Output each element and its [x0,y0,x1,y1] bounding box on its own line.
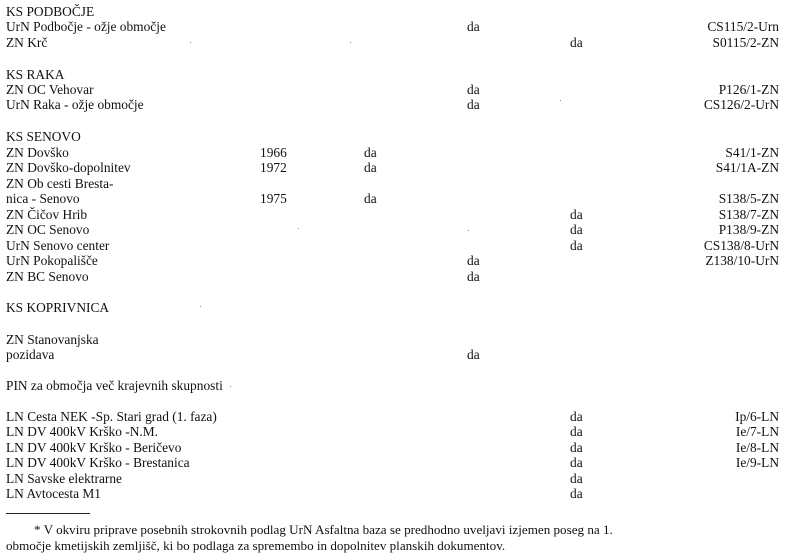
da-mark: da [467,269,480,284]
plan-name: LN DV 400kV Krško - Beričevo [6,440,182,455]
section-heading: KS SENOVO [6,129,81,144]
da-mark: da [467,253,480,268]
plan-code: CS126/2-UrN [703,97,779,112]
plan-code: CS115/2-Urn [707,19,779,34]
plan-name-continued: nica - Senovo [6,191,80,206]
footnote-text: * V okviru priprave posebnih strokovnih podlag UrN Asfaltna baza se predhodno uveljavi izjemen poseg na 1. [34,522,613,537]
scan-speck [560,100,561,101]
plan-code: Ie/9-LN [735,455,779,470]
da-mark: da [570,440,583,455]
plan-name: LN DV 400kV Krško -N.M. [6,424,159,439]
plan-code: S41/1A-ZN [715,160,779,175]
da-mark: da [364,160,377,175]
plan-name: UrN Podbočje - ožje območje [6,19,166,34]
plan-name: ZN Ob cesti Bresta- [6,176,114,191]
plan-name: LN DV 400kV Krško - Brestanica [6,455,190,470]
plan-name: ZN Stanovanjska [6,332,99,347]
section-heading: KS PODBOČJE [6,4,95,19]
plan-code: S138/7-ZN [718,207,779,222]
scan-speck [200,306,201,307]
da-mark: da [364,191,377,206]
plan-name: LN Avtocesta M1 [6,486,101,501]
plan-code: Z138/10-UrN [705,253,779,268]
plan-name: ZN Krč [6,35,48,50]
plan-name: LN Savske elektrarne [6,471,123,486]
plan-code: S0115/2-ZN [712,35,779,50]
scan-speck [468,230,469,231]
plan-name: ZN Dovško-dopolnitev [6,160,131,175]
da-mark: da [570,222,583,237]
plan-name: LN Cesta NEK -Sp. Stari grad (1. faza) [6,409,217,424]
da-mark: da [570,424,583,439]
plan-code: P138/9-ZN [718,222,779,237]
plan-name: UrN Pokopališče [6,253,98,268]
section-heading: KS KOPRIVNICA [6,300,110,315]
plan-name: UrN Senovo center [6,238,110,253]
da-mark: da [570,409,583,424]
scan-speck [230,386,231,387]
plan-code: CS138/8-UrN [703,238,779,253]
scan-speck [350,42,351,43]
da-mark: da [570,238,583,253]
plan-code: Ie/8-LN [735,440,779,455]
plan-year: 1966 [260,145,287,160]
scan-speck [298,228,299,229]
scan-speck [190,42,191,43]
plan-name: UrN Raka - ožje območje [6,97,144,112]
section-heading: PIN za območja več krajevnih skupnosti [6,378,223,393]
plan-code: S138/5-ZN [718,191,779,206]
da-mark: da [570,455,583,470]
da-mark: da [570,471,583,486]
plan-code: Ie/7-LN [735,424,779,439]
plan-year: 1972 [260,160,287,175]
plan-name: ZN BC Senovo [6,269,89,284]
da-mark: da [570,486,583,501]
plan-code: S41/1-ZN [725,145,779,160]
plan-name: ZN OC Vehovar [6,82,94,97]
da-mark: da [467,347,480,362]
da-mark: da [364,145,377,160]
plan-name: ZN Čičov Hrib [6,207,88,222]
footnote-text-continued: območje kmetijskih zemljišč, ki bo podlaga za spremembo in dopolnitev planskih dokumentov. [6,538,506,553]
plan-code: Ip/6-LN [735,409,779,424]
plan-name: ZN Dovško [6,145,69,160]
da-mark: da [570,35,583,50]
plan-year: 1975 [260,191,287,206]
da-mark: da [467,97,480,112]
section-heading: KS RAKA [6,67,65,82]
da-mark: da [467,19,480,34]
da-mark: da [570,207,583,222]
plan-name-continued: pozidava [6,347,55,362]
footnote-rule [6,513,90,514]
plan-name: ZN OC Senovo [6,222,90,237]
plan-code: P126/1-ZN [718,82,779,97]
da-mark: da [467,82,480,97]
